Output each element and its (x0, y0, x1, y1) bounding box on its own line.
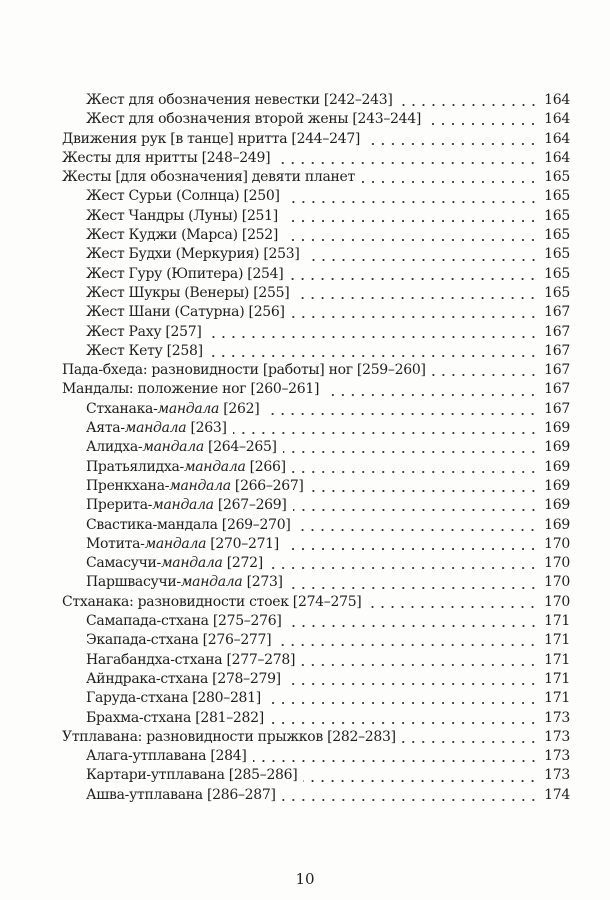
dot-leader (267, 701, 538, 705)
dot-leader (208, 335, 538, 339)
toc-entry-title-text: Жест для обозначения второй жены [243–244] (86, 111, 422, 128)
toc-entry-title-text: Мандалы: положение ног [260–261] (62, 381, 320, 398)
toc-entry-title-text: [270–271] (206, 535, 279, 552)
dot-leader (277, 643, 538, 647)
toc-entry-page: 165 (544, 188, 570, 205)
dot-leader (270, 721, 538, 725)
toc-entry-title (86, 747, 247, 766)
toc-entry-title-text: Пренкхана- (86, 477, 170, 494)
toc-entry-title-text: Жест Сурьи (Солнца) [250] (86, 188, 280, 205)
toc-entry-title (86, 284, 289, 303)
dot-leader (265, 412, 538, 416)
toc-entry-page: 164 (544, 130, 570, 147)
toc-entry-title-text: Свастика-мандала [269–270] (86, 516, 291, 533)
dot-leader (306, 258, 539, 262)
toc-entry (62, 342, 570, 361)
toc-entry-page: 167 (544, 323, 570, 340)
toc-entry-page: 165 (544, 284, 570, 301)
toc-entry (62, 284, 570, 303)
dot-leader (253, 759, 538, 763)
toc-entry (62, 245, 570, 264)
dot-leader (283, 450, 538, 454)
toc-entry (62, 670, 570, 689)
toc-entry-title (86, 612, 282, 631)
dot-leader (276, 161, 538, 165)
toc-entry (62, 130, 570, 149)
toc-entry (62, 728, 570, 747)
dot-leader (303, 779, 538, 783)
toc-entry (62, 554, 570, 573)
dot-leader (402, 740, 538, 744)
toc-entry-title (62, 380, 319, 399)
toc-entry (62, 187, 570, 206)
toc-entry-title-text: Картари-утплавана [285–286] (86, 767, 298, 784)
toc-entry-page: 171 (544, 632, 570, 649)
toc-entry (62, 438, 570, 457)
toc-entry (62, 516, 570, 535)
toc-entry-title-text: [264–265] (203, 439, 277, 456)
toc-entry-title-italic: мандала (183, 458, 246, 475)
toc-entry (62, 380, 570, 399)
toc-entry-title (62, 130, 360, 149)
toc-entry (62, 303, 570, 322)
toc-entry-title (86, 187, 280, 206)
toc-entry-page: 171 (544, 613, 570, 630)
toc-entry-page: 167 (544, 342, 570, 359)
toc-entry-page: 174 (544, 786, 570, 803)
toc-entry-title (86, 303, 285, 322)
toc-entry-page: 169 (544, 516, 570, 533)
toc-entry-title-italic: мандала (157, 400, 220, 417)
toc-entry-title-text: Жест Шани (Сатурна) [256] (86, 304, 285, 321)
dot-leader (367, 605, 538, 609)
toc-entry-title-text: Прерита- (86, 497, 153, 514)
toc-entry-title (86, 651, 295, 670)
toc-entry-title-text: Мотита- (86, 535, 145, 552)
toc-entry (62, 168, 570, 187)
toc-entry-title (86, 110, 421, 129)
dot-leader (285, 547, 538, 551)
dot-leader (288, 624, 539, 628)
toc-entry-page: 171 (544, 651, 570, 668)
toc-entry-title-text: Стханака- (86, 400, 158, 417)
toc-entry-title-text: Жест Гуру (Юпитера) [254] (86, 265, 284, 282)
toc-entry-page: 167 (544, 362, 570, 379)
toc-entry-title-text: Нагабандха-стхана [277–278] (86, 651, 296, 668)
toc-entry-title (86, 535, 279, 554)
toc-entry-title-text: Жест Чандры (Луны) [251] (86, 207, 278, 224)
toc-entry-title-text: [262] (219, 400, 260, 417)
toc-entry-title-italic: мандала (169, 477, 231, 494)
dot-leader (284, 219, 538, 223)
dot-leader (289, 277, 538, 281)
toc-entry (62, 709, 570, 728)
toc-entry-title (86, 245, 300, 264)
page-number: 10 (295, 870, 315, 888)
toc-entry-title (86, 631, 271, 650)
toc-entry (62, 226, 570, 245)
toc-entry-title (86, 477, 304, 496)
toc-entry-title (86, 207, 278, 226)
toc-entry (62, 535, 570, 554)
toc-entry-page: 170 (544, 574, 570, 591)
toc-entry-title (86, 496, 287, 515)
toc-entry-title-text: Пратьялидха- (86, 458, 184, 475)
toc-entry (62, 265, 570, 284)
toc-entry-title-italic: мандала (161, 555, 223, 572)
toc-entry-title (62, 168, 355, 187)
dot-leader (325, 393, 538, 397)
toc-entry-title-text: Брахма-стхана [281–282] (86, 709, 264, 726)
toc-entry-page: 164 (544, 92, 570, 108)
toc-entry-page: 173 (544, 709, 570, 726)
toc-entry-title-text: Жест Будхи (Меркурия) [253] (86, 246, 300, 263)
dot-leader (293, 508, 538, 512)
toc-entry-page: 170 (544, 555, 570, 572)
toc-entry (62, 361, 570, 380)
toc-entry-title (86, 400, 259, 419)
toc-entry-title-text: Движения рук [в танце] нритта [244–247] (62, 130, 361, 147)
toc-entry-page: 165 (544, 169, 570, 186)
toc-entry-title-text: Жест Кету [258] (86, 342, 203, 359)
toc-entry-title (86, 458, 286, 477)
dot-leader (291, 315, 538, 319)
toc-entry-title (86, 766, 297, 785)
toc-entry (62, 400, 570, 419)
dot-leader (310, 489, 538, 493)
dot-leader (361, 180, 538, 184)
toc-entry-title (86, 342, 203, 361)
toc-entry-title-text: [267–269] (213, 497, 287, 514)
toc-entry-page: 171 (544, 670, 570, 687)
toc-entry-title (62, 361, 426, 380)
toc-entry-title (86, 689, 261, 708)
toc-entry-title (86, 323, 202, 342)
toc-entry-title (86, 573, 283, 592)
toc-entry-title-text: Паршвасучи- (86, 574, 181, 591)
toc-entry-title-text: [272] (222, 555, 263, 572)
toc-entry-title-text: Алидха- (86, 439, 143, 456)
dot-leader (296, 528, 538, 532)
toc-entry-title (62, 728, 396, 747)
toc-entry-title-text: Аята- (86, 420, 125, 437)
toc-entry-title-italic: мандала (152, 497, 214, 514)
toc-entry-title-text: [266] (245, 458, 286, 475)
toc-entry-page: 165 (544, 265, 570, 282)
dot-leader (295, 296, 538, 300)
toc-entry (62, 651, 570, 670)
toc-entry-title-text: [263] (186, 420, 227, 437)
toc-entry-title (86, 419, 227, 438)
toc-entry-title (86, 670, 281, 689)
toc-entry (62, 747, 570, 766)
toc-entry-title-text: Жесты для нритты [248–249] (62, 149, 271, 166)
toc-entry (62, 689, 570, 708)
toc-entry (62, 573, 570, 592)
toc-entry-title-text: Самапада-стхана [275–276] (86, 613, 282, 630)
dot-leader (366, 142, 538, 146)
toc-entry-title (86, 554, 263, 573)
toc-entry (62, 419, 570, 438)
toc-entry (62, 323, 570, 342)
toc-entry-page: 167 (544, 304, 570, 321)
dot-leader (432, 373, 538, 377)
toc-entry-title (86, 91, 393, 110)
dot-leader (209, 354, 538, 358)
toc-entry-page: 173 (544, 728, 570, 745)
toc-entry-page: 173 (544, 767, 570, 784)
toc-entry-title-text: [273] (242, 574, 283, 591)
toc-entry-title (86, 516, 290, 535)
toc-entry (62, 766, 570, 785)
toc-entry (62, 110, 570, 129)
dot-leader (301, 663, 538, 667)
toc-entry-title-text: Ашва-утплавана [286–287] (86, 786, 276, 803)
toc-entry-title-text: Пада-бхеда: разновидности [работы] ног [259–260] (62, 362, 426, 379)
toc-entry-title-text: Алага-утплавана [284] (86, 748, 247, 765)
toc-entry-title-italic: мандала (144, 535, 207, 552)
toc-entry-title (62, 149, 270, 168)
toc-entry (62, 496, 570, 515)
toc-entry-title (62, 593, 361, 612)
toc-entry-page: 165 (544, 227, 570, 244)
toc-entry-title (86, 786, 276, 805)
toc-entry-title-text: Самасучи- (86, 555, 161, 572)
toc-entry-title-text: Жест для обозначения невестки [242–243] (86, 92, 393, 108)
toc-entry (62, 149, 570, 168)
toc-entry-page: 169 (544, 439, 570, 456)
dot-leader (289, 586, 538, 590)
toc-entry (62, 631, 570, 650)
toc-entry-title-text: Жесты [для обозначения] девяти планет (62, 169, 355, 186)
toc-entry (62, 458, 570, 477)
toc-entry-title-text: Утплавана: разновидности прыжков [282–283] (62, 728, 396, 745)
toc-entry-title-italic: мандала (180, 574, 243, 591)
toc-entry-title-text: Жест Шукры (Венеры) [255] (86, 284, 290, 301)
toc-entry-page: 169 (544, 497, 570, 514)
dot-leader (287, 682, 538, 686)
toc-entry-page: 171 (544, 690, 570, 707)
table-of-contents (62, 91, 570, 805)
toc-entry-title (86, 438, 277, 457)
toc-entry (62, 207, 570, 226)
toc-entry-title (86, 709, 264, 728)
toc-entry (62, 477, 570, 496)
toc-entry (62, 91, 570, 110)
toc-entry-page: 167 (544, 400, 570, 417)
toc-entry-page: 170 (544, 593, 570, 610)
toc-entry-page: 165 (544, 246, 570, 263)
toc-entry-title-text: Жест Раху [257] (86, 323, 202, 340)
toc-entry-title-text: Айндрака-стхана [278–279] (86, 670, 281, 687)
dot-leader (286, 200, 538, 204)
toc-entry-title-text: [266–267] (230, 477, 304, 494)
toc-entry-title-text: Стханака: разновидности стоек [274–275] (62, 593, 362, 610)
toc-entry (62, 612, 570, 631)
toc-entry-title-text: Экапада-стхана [276–277] (86, 632, 272, 649)
dot-leader (233, 431, 538, 435)
toc-entry-page: 167 (544, 381, 570, 398)
dot-leader (269, 566, 538, 570)
toc-entry-title-text: Жест Куджи (Марса) [252] (86, 227, 279, 244)
toc-entry-page: 169 (544, 477, 570, 494)
toc-entry-page: 164 (544, 111, 570, 128)
toc-entry-title-italic: мандала (124, 420, 187, 437)
toc-entry-page: 173 (544, 748, 570, 765)
toc-entry-page: 169 (544, 420, 570, 437)
dot-leader (282, 798, 538, 802)
dot-leader (284, 238, 538, 242)
toc-entry-page: 169 (544, 458, 570, 475)
dot-leader (399, 103, 539, 107)
toc-entry (62, 786, 570, 805)
toc-entry-page: 170 (544, 535, 570, 552)
toc-entry-page: 164 (544, 149, 570, 166)
toc-entry-title-italic: мандала (142, 439, 204, 456)
dot-leader (292, 470, 538, 474)
toc-entry (62, 593, 570, 612)
dot-leader (427, 122, 538, 126)
toc-entry-title (86, 265, 283, 284)
toc-entry-title (86, 226, 278, 245)
toc-entry-title-text: Гаруда-стхана [280–281] (86, 690, 261, 707)
toc-entry-page: 165 (544, 207, 570, 224)
